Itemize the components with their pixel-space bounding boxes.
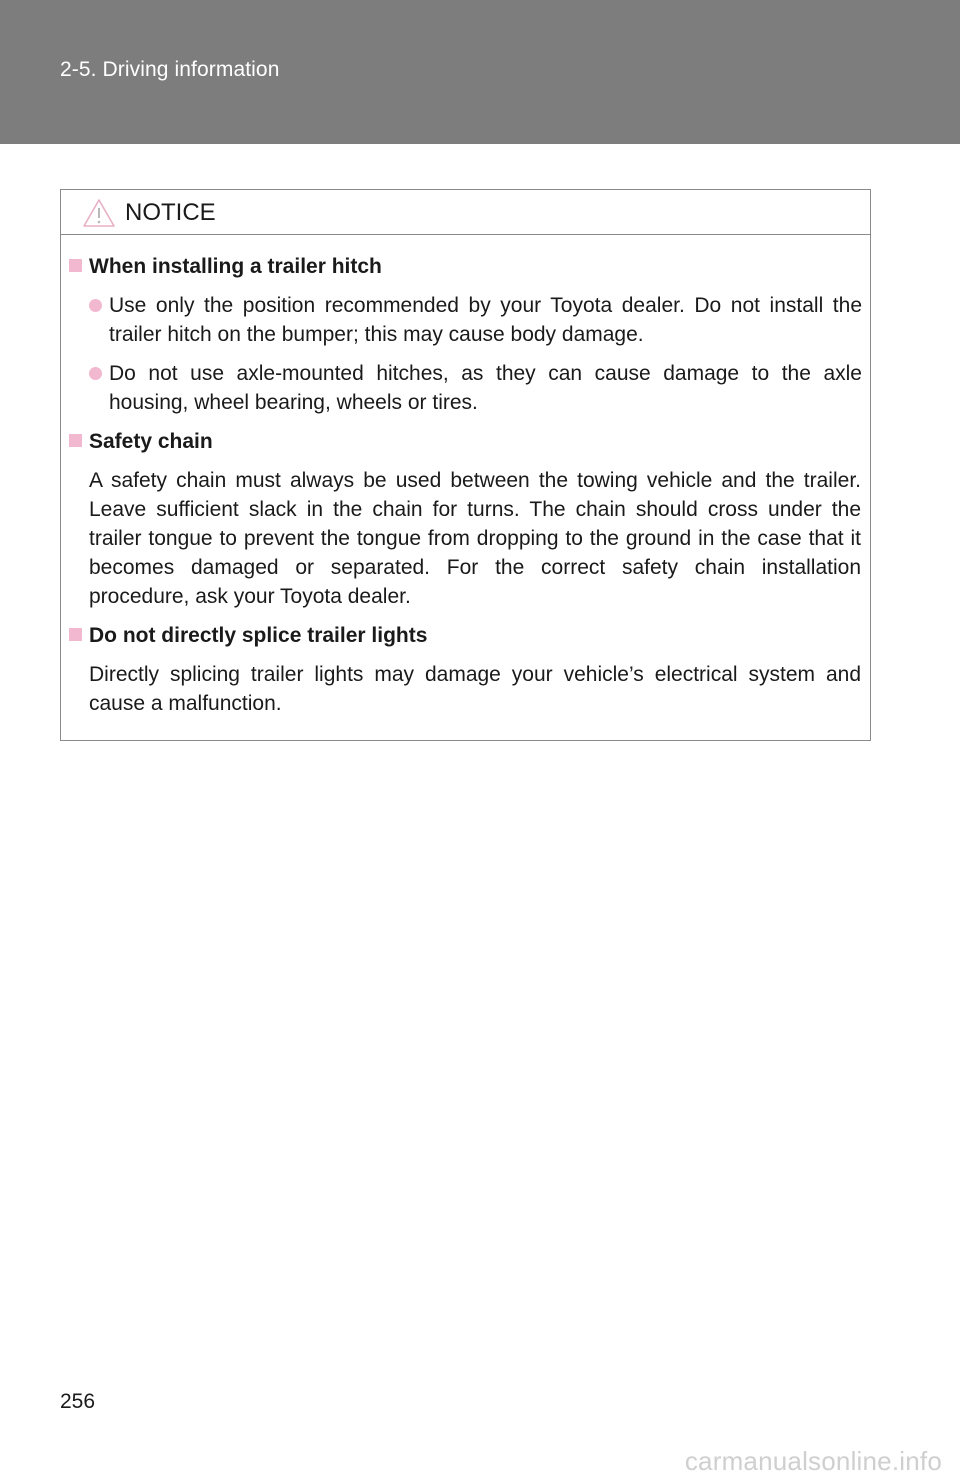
notice-header — [61, 190, 870, 235]
warning-triangle-icon — [82, 198, 116, 228]
square-bullet-icon — [69, 628, 82, 641]
watermark: carmanualsonline.info — [684, 1446, 942, 1476]
square-bullet-icon — [69, 434, 82, 447]
section-heading-trailer-hitch: When installing a trailer hitch — [69, 255, 382, 279]
list-item: Do not use axle-mounted hitches, as they can cause damage to the axle housing, wheel bearing, wheels or tires. — [89, 359, 862, 417]
list-item: Use only the position recommended by your Toyota dealer. Do not install the trailer hitch on the bumper; this may cause body damage. — [89, 291, 862, 349]
round-bullet-icon — [89, 299, 102, 312]
page-header-band — [0, 0, 960, 144]
safety-chain-paragraph: A safety chain must always be used between the towing vehicle and the trailer. Leave sufficient slack in the chain for turns. The chain should cross under the trailer tongue to prevent the tongue from dropping to the ground in the case that it becomes damaged or separated. For the correct safety chain installation procedure, ask your Toyota dealer. — [89, 469, 861, 608]
page-number: 256 — [60, 1390, 96, 1413]
section-heading-safety-chain: Safety chain — [69, 430, 213, 454]
notice-title: NOTICE — [125, 199, 216, 226]
section-title: 2-5. Driving information — [60, 58, 280, 81]
round-bullet-icon — [89, 367, 102, 380]
square-bullet-icon — [69, 259, 82, 272]
section-heading-trailer-lights: Do not directly splice trailer lights — [69, 624, 427, 648]
notice-box — [60, 189, 871, 741]
trailer-lights-paragraph: Directly splicing trailer lights may damage your vehicle’s electrical system and cause a malfunction. — [89, 663, 861, 715]
